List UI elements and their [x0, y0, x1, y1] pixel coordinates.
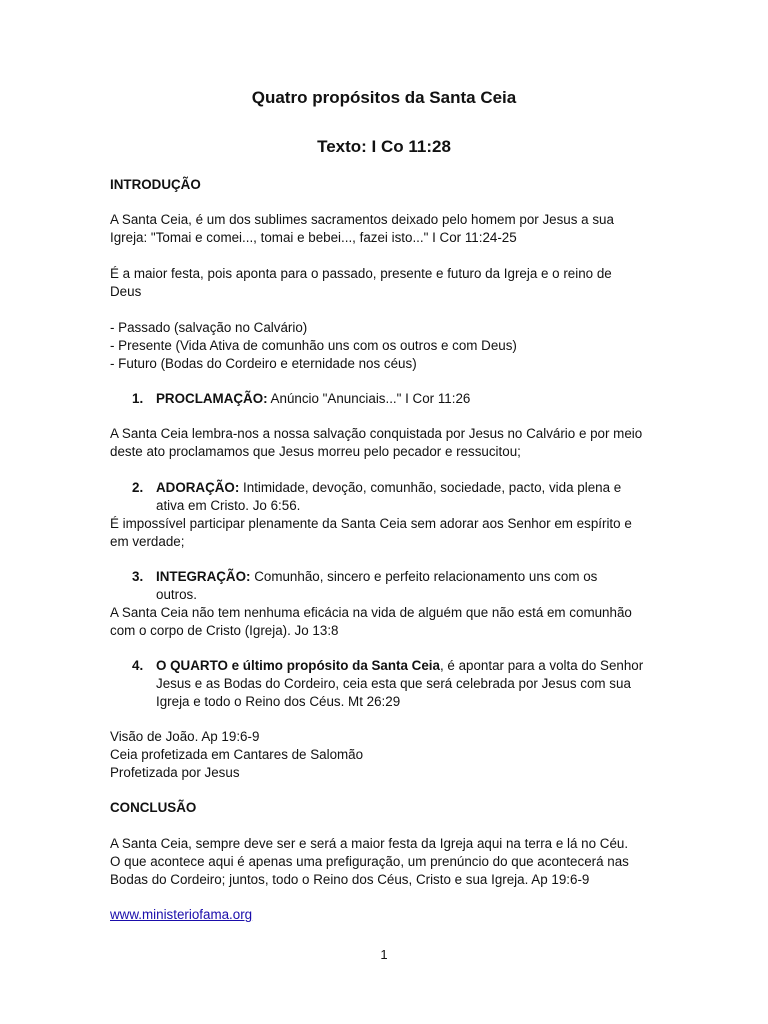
website-link-container: [110, 906, 670, 924]
text-line: A Santa Ceia lembra-nos a nossa salvação conquistada por Jesus no Calvário e por meio: [110, 426, 643, 441]
item-1-paragraph: [110, 425, 670, 461]
item-text: Igreja e todo o Reino dos Céus. Mt 26:29: [156, 694, 401, 709]
list-item: - Passado (salvação no Calvário): [110, 320, 308, 335]
item-text: Intimidade, devoção, comunhão, sociedade, pacto, vida plena e: [239, 480, 622, 495]
intro-heading: INTRODUÇÃO: [110, 177, 201, 192]
conclusion-paragraph: [110, 835, 670, 889]
item-text: Anúncio "Anunciais..." I Cor 11:26: [267, 391, 471, 406]
item-label: INTEGRAÇÃO:: [156, 569, 251, 584]
text-line: O que acontece aqui é apenas uma prefiguração, um prenúncio do que acontecerá nas: [110, 854, 629, 869]
item-text: Jesus e as Bodas do Cordeiro, ceia esta que será celebrada por Jesus com sua: [156, 676, 631, 691]
item-text: , é apontar para a volta do Senhor: [439, 658, 644, 673]
text-line: Deus: [110, 284, 142, 299]
list-item: - Futuro (Bodas do Cordeiro e eternidade nos céus): [110, 356, 417, 371]
text-line: Bodas do Cordeiro; juntos, todo o Reino dos Céus, Cristo e sua Igreja. Ap 19:6-9: [110, 872, 590, 887]
conclusion-heading: CONCLUSÃO: [110, 800, 197, 815]
document-subtitle: Texto: I Co 11:28: [317, 137, 451, 156]
text-line: Visão de João. Ap 19:6-9: [110, 729, 260, 744]
item-body: [156, 568, 597, 604]
item-text: ativa em Cristo. Jo 6:56.: [156, 498, 301, 513]
text-line: Profetizada por Jesus: [110, 765, 240, 780]
item-4-notes: [110, 728, 670, 782]
document-title: Quatro propósitos da Santa Ceia: [251, 88, 517, 107]
text-line: É impossível participar plenamente da Santa Ceia sem adorar aos Senhor em espírito e: [110, 516, 632, 531]
item-2-paragraph: [110, 515, 670, 551]
website-link[interactable]: www.ministeriofama.org: [110, 907, 253, 922]
intro-paragraph-2: [110, 265, 670, 301]
item-number: 3.: [132, 569, 144, 584]
page-number: 1: [380, 947, 388, 962]
text-line: Igreja: "Tomai e comei..., tomai e bebei..., fazei isto..." I Cor 11:24-25: [110, 230, 517, 245]
text-line: A Santa Ceia, sempre deve ser e será a maior festa da Igreja aqui na terra e lá no Céu.: [110, 836, 629, 851]
item-label: O QUARTO e último propósito da Santa Ceia: [156, 658, 440, 673]
item-label: ADORAÇÃO:: [156, 480, 240, 495]
text-line: deste ato proclamamos que Jesus morreu pelo pecador e ressucitou;: [110, 444, 521, 459]
text-line: em verdade;: [110, 534, 185, 549]
item-number: 1.: [132, 391, 144, 406]
list-item: - Presente (Vida Ativa de comunhão uns com os outros e com Deus): [110, 338, 517, 353]
text-line: É a maior festa, pois aponta para o passado, presente e futuro da Igreja e o reino de: [110, 266, 612, 281]
item-text: Comunhão, sincero e perfeito relacionamento uns com os: [250, 569, 598, 584]
item-label: PROCLAMAÇÃO:: [156, 391, 268, 406]
item-3-paragraph: [110, 604, 670, 640]
text-line: A Santa Ceia não tem nenhuma eficácia na vida de alguém que não está em comunhão: [110, 605, 632, 620]
text-line: A Santa Ceia, é um dos sublimes sacramentos deixado pelo homem por Jesus a sua: [110, 212, 614, 227]
intro-paragraph-1: [110, 211, 670, 247]
text-line: Ceia profetizada em Cantares de Salomão: [110, 747, 364, 762]
item-body: [156, 390, 470, 408]
text-line: com o corpo de Cristo (Igreja). Jo 13:8: [110, 623, 339, 638]
item-text: outros.: [156, 587, 197, 602]
item-body: [156, 479, 621, 515]
item-number: 2.: [132, 480, 144, 495]
item-number: 4.: [132, 658, 144, 673]
intro-list: [110, 319, 670, 373]
item-body: [156, 657, 643, 711]
